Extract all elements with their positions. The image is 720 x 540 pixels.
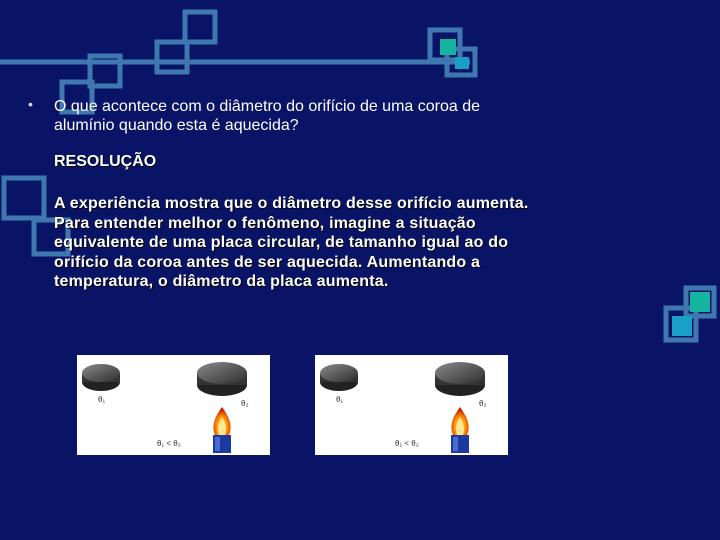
temperature-comparison-label: θ₁ < θ₂ <box>157 439 181 448</box>
flame-icon <box>213 407 230 435</box>
temperature-comparison-label: θ₁ < θ₂ <box>395 439 419 448</box>
burner-icon <box>451 435 469 453</box>
theta1-label: θ₁ <box>98 395 106 404</box>
resolution-heading: RESOLUÇÃO <box>54 153 157 170</box>
theta2-label: θ₂ <box>479 399 487 408</box>
theta1-label: θ₁ <box>336 395 344 404</box>
figure-panel-1 <box>77 355 270 455</box>
small-disk-icon <box>320 364 358 391</box>
explanation-text: A experiência mostra que o diâmetro desse orifício aumenta. Para entender melhor o fenômeno, imagine a situação equivalente de uma placa circular, de tamanho igual ao do orifício da coroa antes de ser aquecida. Aumentando a temperatura, o diâmetro da placa aumenta. <box>54 195 529 290</box>
large-disk-icon <box>435 362 485 396</box>
question-text: O que acontece com o diâmetro do orifício de uma coroa de alumínio quando esta é aquecida? <box>54 98 481 134</box>
large-disk-icon <box>197 362 247 396</box>
bullet-icon: • <box>28 96 33 112</box>
burner-icon <box>213 435 231 453</box>
flame-icon <box>451 407 468 435</box>
figure-panel-2 <box>315 355 508 455</box>
theta2-label: θ₂ <box>241 399 249 408</box>
small-disk-icon <box>82 364 120 391</box>
